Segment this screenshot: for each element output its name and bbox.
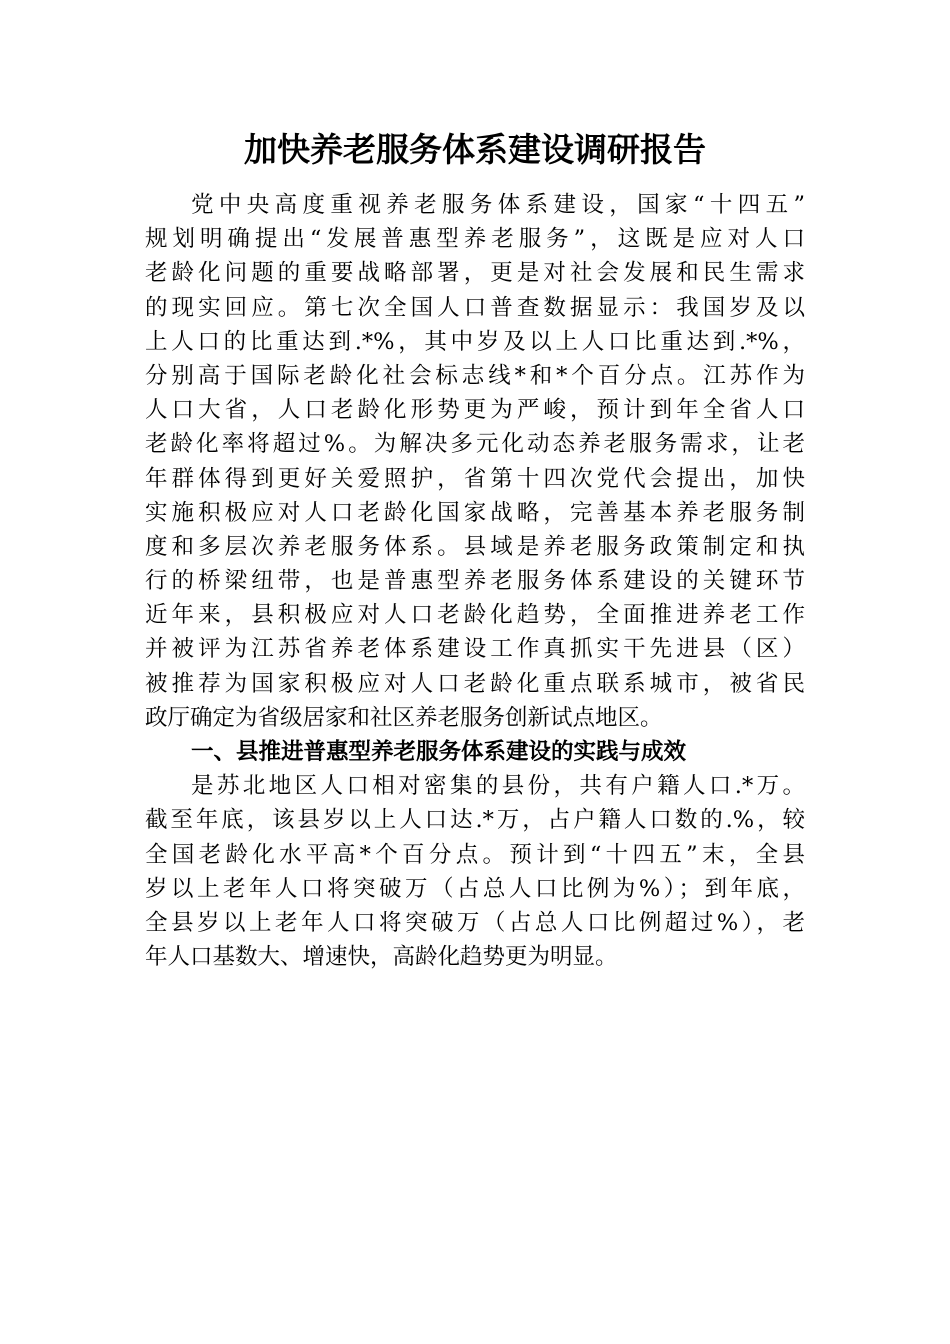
text-line: 上人口的比重达到.*%，其中岁及以上人口比重达到.*%，	[145, 328, 805, 355]
document-title: 加快养老服务体系建设调研报告	[244, 130, 706, 169]
text-line: 的现实回应。第七次全国人口普查数据显示：我国岁及以	[145, 294, 805, 321]
text-line: 度和多层次养老服务体系。县域是养老服务政策制定和执	[145, 533, 805, 560]
text-line: 党中央高度重视养老服务体系建设，国家“十四五”	[191, 192, 805, 218]
text-line: 是苏北地区人口相对密集的县份，共有户籍人口.*万。	[191, 773, 805, 800]
text-line: 实施积极应对人口老龄化国家战略，完善基本养老服务制	[145, 499, 805, 526]
text-line: 年群体得到更好关爱照护，省第十四次党代会提出，加快	[145, 465, 805, 492]
text-line: 截至年底，该县岁以上人口达.*万，占户籍人口数的.%，较	[145, 807, 805, 834]
text-line: 被推荐为国家积极应对人口老龄化重点联系城市，被省民	[145, 670, 805, 697]
text-line: 全县岁以上老年人口将突破万（占总人口比例超过%），老	[145, 909, 805, 936]
text-line: 近年来，县积极应对人口老龄化趋势，全面推进养老工作	[145, 602, 805, 629]
paragraph-section1	[145, 769, 805, 974]
text-line: 规划明确提出“发展普惠型养老服务”，这既是应对人口	[145, 226, 805, 253]
paragraph-intro	[145, 188, 805, 735]
text-line: 并被评为江苏省养老体系建设工作真抓实干先进县（区）	[145, 636, 805, 663]
text-line: 政厅确定为省级居家和社区养老服务创新试点地区。	[145, 704, 663, 731]
text-line: 岁以上老年人口将突破万（占总人口比例为%）；到年底，	[145, 875, 805, 902]
text-line: 分别高于国际老龄化社会标志线*和*个百分点。江苏作为	[145, 362, 805, 389]
text-line: 全国老龄化水平高*个百分点。预计到“十四五”末，全县	[145, 841, 805, 868]
text-line: 人口大省，人口老龄化形势更为严峻，预计到年全省人口	[145, 397, 805, 424]
text-line: 老龄化问题的重要战略部署，更是对社会发展和民生需求	[145, 260, 805, 287]
document-body	[145, 188, 805, 974]
text-line: 行的桥梁纽带，也是普惠型养老服务体系建设的关键环节	[145, 568, 805, 595]
section-heading: 一、县推进普惠型养老服务体系建设的实践与成效	[191, 739, 687, 765]
text-line: 老龄化率将超过%。为解决多元化动态养老服务需求，让老	[145, 431, 805, 458]
text-line: 年人口基数大、增速快，高龄化趋势更为明显。	[145, 944, 618, 971]
